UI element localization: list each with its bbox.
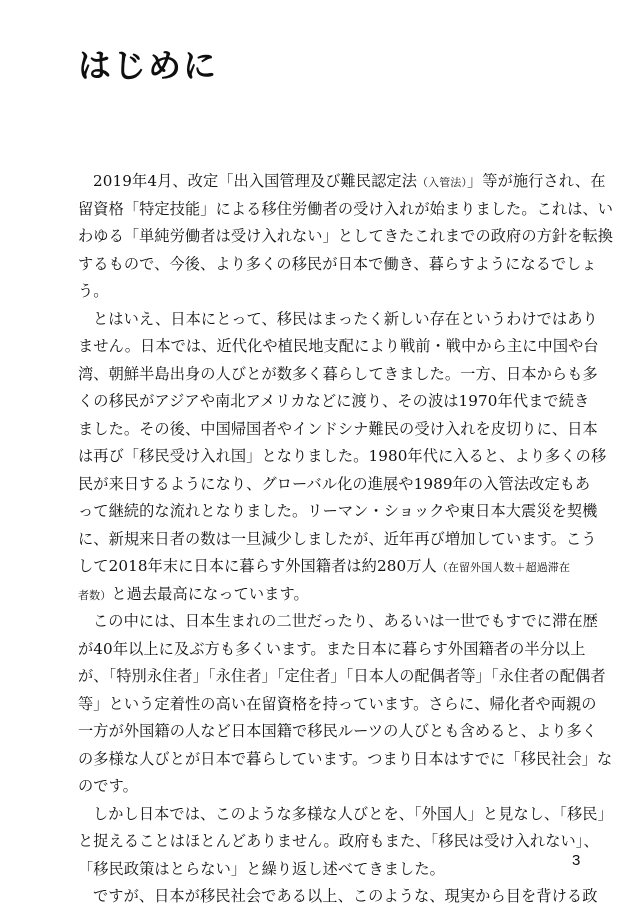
text-line	[78, 251, 610, 279]
line-text: この中には、日本生まれの二世だったり、あるいは一世でもすでに滞在歴	[93, 612, 598, 630]
text-line	[78, 333, 610, 361]
text-line	[78, 608, 610, 636]
text-line	[78, 361, 610, 389]
text-line	[78, 801, 613, 829]
text-line	[78, 498, 610, 526]
text-line	[78, 306, 610, 334]
line-text: しかし日本では、このような多様な人びとを、「外国人」と見なし、「移民」	[93, 804, 613, 823]
line-text: が40年以上に及ぶ方も多くいます。また日本に暮らす外国籍者の半分以上	[78, 639, 586, 658]
line-text: 湾、朝鮮半島出身の人びとが数多く暮らしてきました。一方、日本からも多	[78, 364, 598, 383]
line-text: 留資格「特定技能」による移住労働者の受け入れが始まりました。これは、い	[78, 199, 614, 218]
line-text: して2018年末に日本に暮らす外国籍者は約280万人	[78, 557, 437, 575]
line-text: に、新規来日者の数は一旦減少しましたが、近年再び増加しています。こう	[78, 529, 597, 548]
line-text: 等」という定着性の高い在留資格を持っています。さらに、帰化者や両親の	[78, 694, 597, 713]
annotation-text: 者数）	[78, 588, 112, 602]
text-line	[78, 471, 610, 499]
text-line	[78, 443, 610, 471]
chapter-heading: はじめに	[78, 46, 218, 85]
text-line	[78, 691, 610, 719]
line-text: ました。その後、中国帰国者やインドシナ難民の受け入れを皮切りに、日本	[78, 419, 598, 438]
line-text: ません。日本では、近代化や植民地支配により戦前・戦中から主に中国や台	[78, 337, 599, 355]
line-text: は再び「移民受け入れ国」となりました。1980年代に入ると、より多くの移	[78, 447, 607, 465]
line-text: くの移民がアジアや南北アメリカなどに渡り、その波は1970年代まで続き	[78, 392, 590, 410]
text-line	[78, 746, 613, 774]
text-line	[78, 718, 610, 746]
text-line	[78, 553, 610, 581]
text-line	[78, 278, 610, 306]
line-text: と過去最高になっています。	[111, 584, 309, 603]
text-line	[78, 636, 610, 664]
line-text: が、「特別永住者」「永住者」「定住者」「日本人の配偶者等」「永住者の配偶者	[78, 667, 606, 685]
text-line	[78, 856, 610, 884]
text-line	[78, 168, 610, 196]
line-text: 2019年4月、改定「出入国管理及び難民認定法	[93, 172, 417, 190]
text-line	[78, 223, 614, 251]
line-text: って継続的な流れとなりました。リーマン・ショックや東日本大震災を契機	[78, 502, 598, 520]
text-line	[78, 883, 610, 911]
line-text: 」等が施行され、在	[467, 172, 606, 190]
line-text: わゆる「単純労働者は受け入れない」としてきたこれまでの政府の方針を転換	[78, 227, 614, 245]
page-number: 3	[572, 852, 581, 869]
text-line	[78, 581, 610, 609]
annotation-text: （在留外国人数＋超過滞在	[436, 561, 571, 574]
text-line	[78, 416, 610, 444]
line-text: の多様な人びとが日本で暮らしています。つまり日本はすでに「移民社会」な	[78, 749, 613, 768]
line-text: するもので、今後、より多くの移民が日本で働き、暮らすようになるでしょ	[78, 254, 597, 273]
body-text	[78, 168, 614, 911]
line-text: と捉えることはほとんどありません。政府もまた、「移民は受け入れない」、	[78, 832, 599, 850]
line-text: 「移民政策はとらない」と繰り返し述べてきました。	[78, 859, 445, 878]
text-line	[78, 828, 610, 856]
line-text: のです。	[78, 777, 138, 795]
text-line	[78, 388, 610, 416]
text-line	[78, 196, 614, 224]
text-line	[78, 773, 610, 801]
line-text: とはいえ、日本にとって、移民はまったく新しい存在というわけではあり	[93, 309, 598, 328]
annotation-text: （入管法）	[417, 176, 467, 189]
line-text: う。	[78, 282, 109, 300]
text-line	[78, 526, 610, 554]
line-text: 一方が外国籍の人など日本国籍で移民ルーツの人びとも含めると、より多く	[78, 722, 598, 740]
text-line	[78, 663, 610, 691]
line-text: 民が来日するようになり、グローバル化の進展や1989年の入管法改定もあ	[78, 474, 591, 493]
line-text: ですが、日本が移民社会である以上、このような、現実から目を背ける政	[93, 887, 598, 905]
